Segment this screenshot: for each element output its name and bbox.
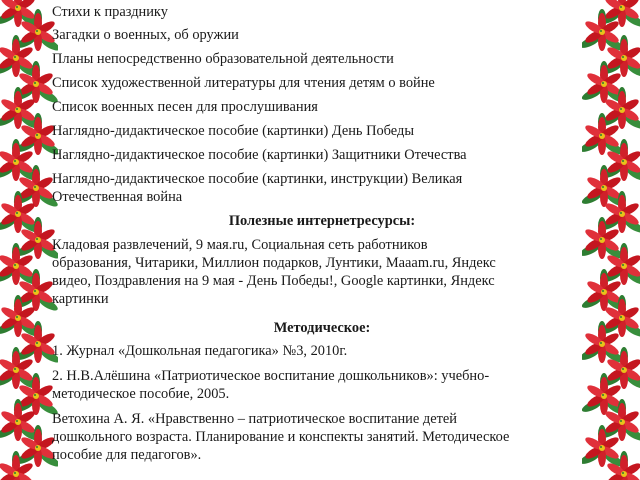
internet-resources-text: картинки: [52, 291, 109, 307]
methodical-item: Ветохина А. Я. «Нравственно – патриотическое воспитание детей: [52, 411, 457, 427]
list-item: Список художественной литературы для чтения детям о войне: [52, 75, 435, 91]
internet-resources-text: видео, Поздравления на 9 мая - День Победы!, Google картинки, Яндекс: [52, 273, 495, 289]
list-item: Наглядно-дидактическое пособие (картинки) Защитники Отечества: [52, 147, 467, 163]
list-item: Загадки о военных, об оружии: [52, 27, 239, 43]
list-item: Наглядно-дидактическое пособие (картинки) День Победы: [52, 123, 414, 139]
list-item-continuation: Отечественная война: [52, 189, 183, 205]
left-poinsettia-border: [0, 0, 58, 480]
document-content: [52, 0, 592, 480]
list-item: Планы непосредственно образовательной деятельности: [52, 51, 394, 67]
methodical-item-continuation: методическое пособие, 2005.: [52, 386, 230, 402]
list-item: Список военных песен для прослушивания: [52, 99, 318, 115]
methodical-item: 1. Журнал «Дошкольная педагогика» №3, 2010г.: [52, 343, 348, 359]
internet-resources-text: Кладовая развлечений, 9 мая.ru, Социальная сеть работников: [52, 237, 428, 253]
methodical-item-continuation: пособие для педагогов».: [52, 447, 202, 463]
methodical-item: 2. Н.В.Алёшина «Патриотическое воспитание дошкольников»: учебно-: [52, 368, 490, 384]
list-item: Наглядно-дидактическое пособие (картинки, инструкции) Великая: [52, 171, 463, 187]
methodical-heading: Методическое:: [273, 320, 371, 336]
list-item: Стихи к празднику: [52, 4, 168, 20]
methodical-item-continuation: дошкольного возраста. Планирование и конспекты занятий. Методическое: [52, 429, 510, 445]
internet-resources-heading: Полезные интернетресурсы:: [228, 213, 416, 229]
internet-resources-text: образования, Читарики, Миллион подарков, Лунтики, Маaam.ru, Яндекс: [52, 255, 496, 271]
